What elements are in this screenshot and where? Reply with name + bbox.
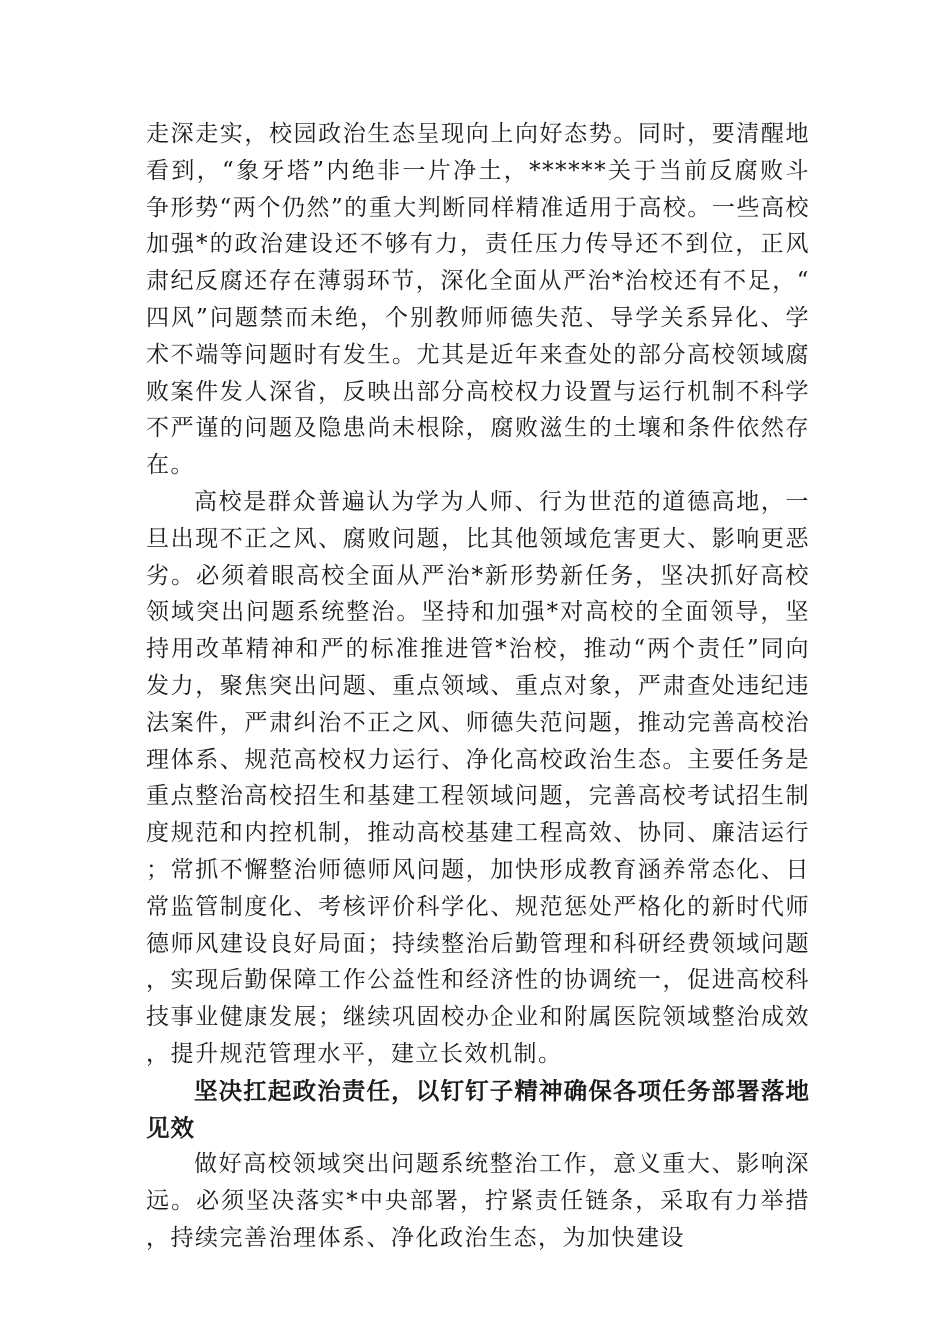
- section-heading: 坚决扛起政治责任，以钉钉子精神确保各项任务部署落地见效: [146, 1076, 810, 1142]
- paragraph-university-rectification: 高校是群众普遍认为学为人师、行为世范的道德高地，一旦出现不正之风、腐败问题，比其他领域危害更大、影响更恶劣。必须着眼高校全面从严治*新形势新任务，坚决抓好高校领域突出问题系统整治。坚持和加强*对高校的全面领导，坚持用改革精神和严的标准推进管*治校，推动“两个责任”同向发力，聚焦突出问题、重点领域、重点对象，严肃查处违纪违法案件，严肃纠治不正之风、师德失范问题，推动完善高校治理体系、规范高校权力运行、净化高校政治生态。主要任务是重点整治高校招生和基建工程领域问题，完善高校考试招生制度规范和内控机制，推动高校基建工程高效、协同、廉洁运行；常抓不懈整治师德师风问题，加快形成教育涵养常态化、日常监管制度化、考核评价科学化、规范惩处严格化的新时代师德师风建设良好局面；持续整治后勤管理和科研经费领域问题，实现后勤保障工作公益性和经济性的协调统一，促进高校科技事业健康发展；继续巩固校办企业和附属医院领域整治成效，提升规范管理水平，建立长效机制。: [146, 488, 810, 1067]
- paragraph-implementation: 做好高校领域突出问题系统整治工作，意义重大、影响深远。必须坚决落实*中央部署，拧紧责任链条，采取有力举措，持续完善治理体系、净化政治生态，为加快建设: [146, 1151, 810, 1251]
- paragraph-continued: 走深走实，校园政治生态呈现向上向好态势。同时，要清醒地看到，“象牙塔”内绝非一片净土，******关于当前反腐败斗争形势“两个仍然”的重大判断同样精准适用于高校。一些高校加强*的政治建设还不够有力，责任压力传导还不到位，正风肃纪反腐还存在薄弱环节，深化全面从严治*治校还有不足，“四风”问题禁而未绝，个别教师师德失范、导学关系异化、学术不端等问题时有发生。尤其是近年来查处的部分高校领域腐败案件发人深省，反映出部分高校权力设置与运行机制不科学不严谨的问题及隐患尚未根除，腐败滋生的土壤和条件依然存在。: [146, 121, 810, 479]
- document-body: [146, 116, 810, 1257]
